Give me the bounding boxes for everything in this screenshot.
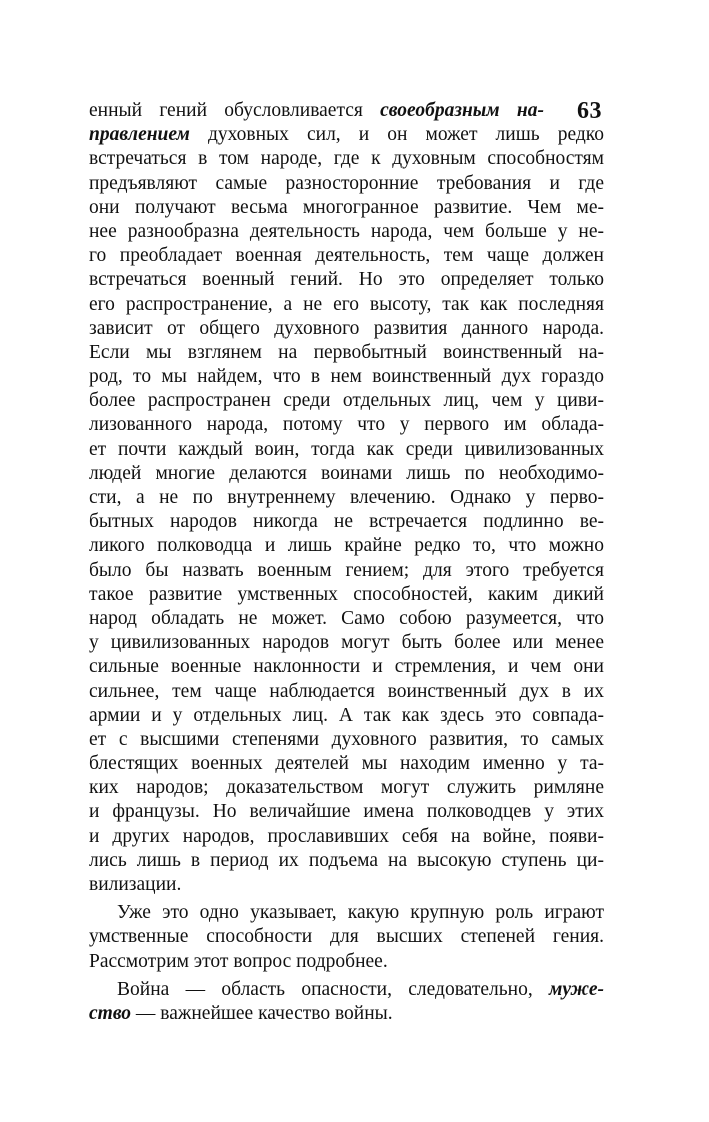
text-line: [89, 293, 604, 317]
emphasized-text: правлением: [89, 124, 190, 146]
text-line: [89, 341, 604, 365]
line-text: такое развитие умственных способностей, каким дикий: [89, 583, 604, 605]
line-text: ет с высшими степенями духовного развития, то самых: [89, 728, 604, 750]
line-text: енный гений обусловливается: [89, 100, 381, 121]
text-line: [89, 901, 604, 925]
text-line: [89, 925, 604, 949]
line-text: людей многие делаются воинами лишь по необходимо-: [89, 462, 604, 484]
text-line: [89, 825, 604, 849]
page-number: 63: [577, 98, 602, 124]
line-text: — важнейшее качество войны.: [131, 1002, 393, 1024]
text-line: [89, 680, 604, 704]
line-text: блестящих военных деятелей мы находим именно у та-: [89, 753, 604, 775]
text-line: [89, 123, 604, 147]
text-line: [89, 172, 604, 196]
line-text: и других народов, прославивших себя на войне, появи-: [89, 825, 604, 847]
text-line: [89, 438, 604, 462]
line-text: у цивилизованных народов могут быть более или менее: [89, 632, 604, 654]
line-text: ких народов; доказательством могут служить римляне: [89, 777, 604, 799]
emphasized-text: своеобразным на-: [380, 100, 544, 121]
line-text: Война — область опасности, следовательно,: [117, 978, 549, 1000]
text-line: [89, 510, 604, 534]
text-line: [89, 486, 604, 510]
text-line: [89, 220, 604, 244]
text-line: [89, 317, 604, 341]
line-text: предъявляют самые разносторонние требования и где: [89, 172, 604, 194]
line-text: духовных сил, и он может лишь редко: [189, 124, 604, 146]
text-line: [89, 873, 604, 897]
text-line: [89, 413, 604, 437]
text-line: [89, 99, 544, 123]
line-text: его распространение, а не его высоту, так как последняя: [89, 293, 604, 315]
text-line: [89, 776, 604, 800]
line-text: ет почти каждый воин, тогда как среди цивилизованных: [89, 438, 604, 460]
line-text: народ обладать не может. Само собою разумеется, что: [89, 607, 604, 629]
line-text: они получают весьма многогранное развитие. Чем ме-: [89, 196, 604, 218]
line-text: Рассмотрим этот вопрос подробнее.: [89, 950, 388, 972]
line-text: встречаться военный гений. Но это определяет только: [89, 269, 604, 291]
text-line: [89, 389, 604, 413]
line-text: Если мы взглянем на первобытный воинственный на-: [89, 341, 604, 363]
line-text: и французы. Но величайшие имена полководцев у этих: [89, 801, 604, 823]
text-line: [89, 800, 604, 824]
line-text: умственные способности для высших степеней гения.: [89, 926, 604, 948]
text-line: [89, 978, 604, 1002]
text-line: [89, 147, 604, 171]
line-text: нее разнообразна деятельность народа, чем больше у не-: [89, 220, 604, 242]
text-line: [89, 950, 604, 974]
line-text: встречаться в том народе, где к духовным способностям: [89, 148, 604, 170]
text-line: [89, 704, 604, 728]
text-line: [89, 631, 604, 655]
text-line: [89, 534, 604, 558]
text-line: [89, 728, 604, 752]
text-line: [89, 583, 604, 607]
text-line: [89, 849, 604, 873]
line-text: род, то мы найдем, что в нем воинственный дух гораздо: [89, 366, 604, 388]
line-text: лизованного народа, потому что у первого им облада-: [89, 414, 604, 436]
text-line: [89, 655, 604, 679]
text-line: [89, 462, 604, 486]
text-line: [89, 268, 604, 292]
line-text: го преобладает военная деятельность, тем чаще должен: [89, 245, 604, 267]
text-line: [89, 365, 604, 389]
line-text: Уже это одно указывает, какую крупную роль играют: [117, 902, 604, 924]
text-line: [89, 752, 604, 776]
line-text: ликого полководца и лишь крайне редко то, что можно: [89, 535, 604, 557]
line-text: сильные военные наклонности и стремления, и чем они: [89, 656, 604, 678]
body-text: [89, 99, 604, 1026]
text-line: [89, 196, 604, 220]
text-line: [89, 244, 604, 268]
text-line: [89, 607, 604, 631]
line-text: сти, а не по внутреннему влечению. Однако у перво-: [89, 487, 604, 508]
line-text: более распространен среди отдельных лиц, чем у циви-: [89, 390, 604, 412]
line-text: лись лишь в период их подъема на высокую ступень ци-: [89, 849, 604, 871]
emphasized-text: ство: [89, 1002, 132, 1024]
text-line: [89, 559, 604, 583]
text-line: [89, 1002, 604, 1026]
emphasized-text: муже-: [549, 978, 604, 1000]
line-text: бытных народов никогда не встречается подлинно ве-: [89, 511, 604, 533]
line-text: было бы назвать военным гением; для этого требуется: [89, 559, 604, 581]
line-text: сильнее, тем чаще наблюдается воинственный дух в их: [89, 680, 604, 702]
line-text: армии и у отдельных лиц. А так как здесь это совпада-: [89, 704, 604, 726]
line-text: зависит от общего духовного развития данного народа.: [89, 317, 604, 339]
line-text: вилизации.: [89, 874, 182, 895]
